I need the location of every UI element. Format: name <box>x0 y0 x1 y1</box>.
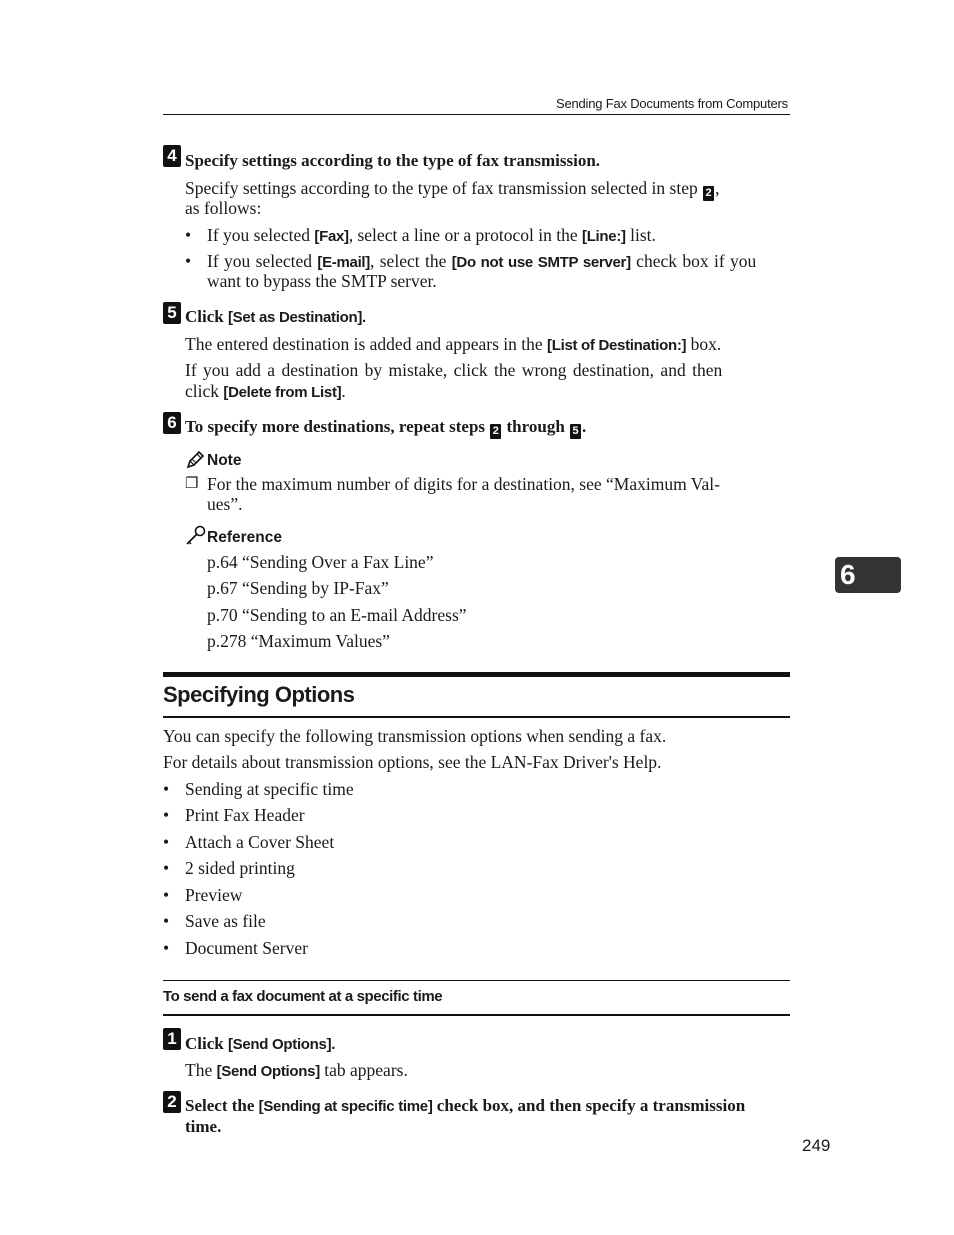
option-list-item: • Document Server <box>163 938 308 958</box>
step-number-6: 6 <box>163 412 181 434</box>
pencil-icon <box>185 450 205 470</box>
subsection-rule-top <box>163 980 790 981</box>
ui-no-smtp: [Do not use SMTP server] <box>451 254 631 271</box>
step4-body: Specify settings according to the type of fax transmission selected in step 2 , <box>185 178 720 199</box>
subsection-title: To send a fax document at a specific time <box>163 988 443 1005</box>
chapter-tab-number: 6 <box>840 559 856 590</box>
sub-step1-title: Click [Send Options]. <box>185 1034 336 1053</box>
section-rule-bottom <box>163 716 790 718</box>
subsection-rule-bottom <box>163 1014 790 1016</box>
reference-item: p.67 “Sending by IP-Fax” <box>207 578 389 598</box>
step4-bullet-2: • If you selected [E-mail], select the [Do not use SMTP server] check box if you <box>185 251 757 271</box>
step6-title: To specify more destinations, repeat steps 2 through 5 . <box>185 417 587 437</box>
ui-fax: [Fax] <box>314 228 349 245</box>
section-title: Specifying Options <box>163 682 355 707</box>
reference-item: p.278 “Maximum Values” <box>207 631 390 651</box>
step-number-4: 4 <box>163 145 181 167</box>
step-number-5: 5 <box>163 302 181 324</box>
reference-item: p.70 “Sending to an E-mail Address” <box>207 605 467 625</box>
chapter-tab <box>835 557 901 593</box>
step-number-2: 2 <box>163 1091 181 1113</box>
note-text-cont: ues”. <box>207 494 243 514</box>
header-rule <box>163 114 790 115</box>
section-rule-top <box>163 672 790 677</box>
section-intro-1: You can specify the following transmission options when sending a fax. <box>163 726 667 746</box>
option-list-item: • Preview <box>163 885 243 905</box>
step-ref-icon: 5 <box>570 424 581 439</box>
sub-step2-title: Select the [Sending at specific time] check box, and then specify a transmission <box>185 1096 746 1115</box>
reference-item: p.64 “Sending Over a Fax Line” <box>207 552 434 572</box>
step-number-1: 1 <box>163 1028 181 1050</box>
ui-line: [Line:] <box>582 228 626 245</box>
ui-email: [E-mail] <box>317 254 370 271</box>
running-header: Sending Fax Documents from Computers <box>556 96 788 111</box>
option-list-item: • 2 sided printing <box>163 858 295 878</box>
page-number: 249 <box>802 1136 831 1155</box>
step5-para-1: The entered destination is added and appears in the [List of Destination:] box. <box>185 334 722 354</box>
sub-step2-title-cont: time. <box>185 1117 222 1136</box>
step4-bullet-2-cont: want to bypass the SMTP server. <box>207 271 437 291</box>
step4-title: Specify settings according to the type of fax transmission. <box>185 151 601 170</box>
note-text: For the maximum number of digits for a destination, see “Maximum Val- <box>207 474 720 494</box>
option-list-item: • Save as file <box>163 911 266 931</box>
option-list-item: • Print Fax Header <box>163 805 305 825</box>
step4-bullet-1: • If you selected [Fax], select a line or a protocol in the [Line:] list. <box>185 225 656 245</box>
sub-step1-body: The [Send Options] tab appears. <box>185 1060 408 1080</box>
step5-title: Click [Set as Destination]. <box>185 307 366 326</box>
magnifier-key-icon <box>185 525 207 547</box>
step5-para-2-cont: click [Delete from List]. <box>185 381 346 401</box>
step5-para-2: If you add a destination by mistake, click the wrong destination, and then <box>185 360 723 380</box>
note-checkbox: ❐ <box>185 476 199 492</box>
step-ref-icon: 2 <box>490 424 501 439</box>
step-ref-icon: 2 <box>703 186 714 201</box>
option-list-item: • Sending at specific time <box>163 779 354 799</box>
option-list-item: • Attach a Cover Sheet <box>163 832 335 852</box>
step4-body-cont: as follows: <box>185 198 262 218</box>
section-intro-2: For details about transmission options, see the LAN-Fax Driver's Help. <box>163 752 662 772</box>
